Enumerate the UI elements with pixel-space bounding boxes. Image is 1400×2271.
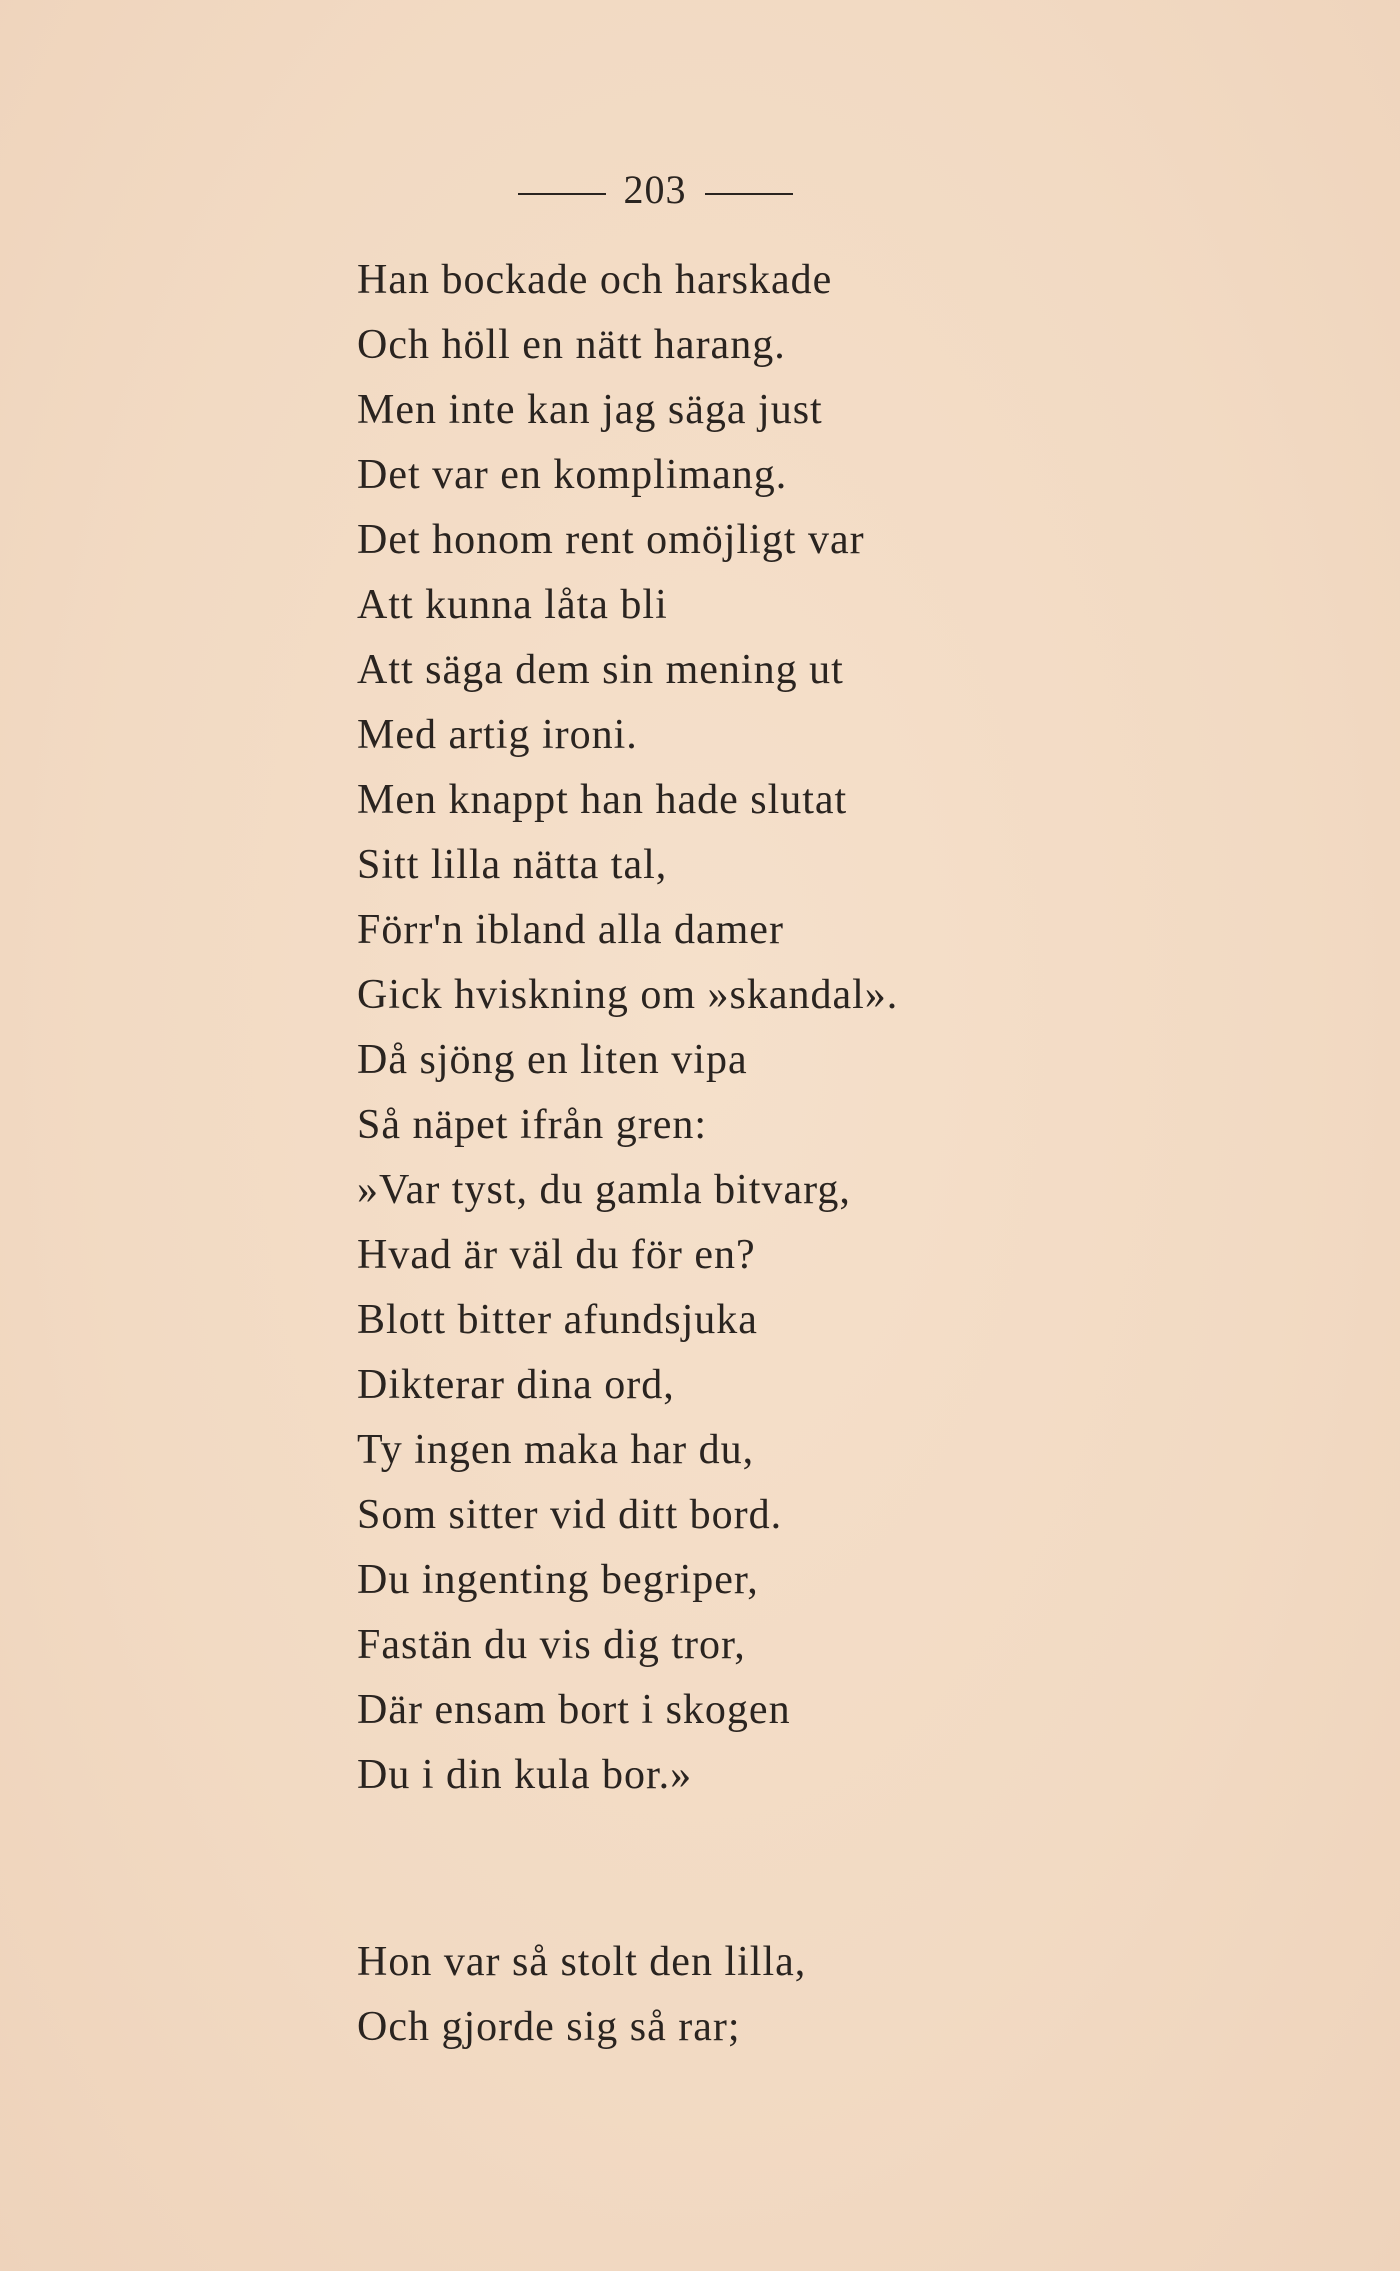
poem-line: Och gjorde sig så rar; bbox=[357, 2004, 741, 2050]
poem-line: Fastän du vis dig tror, bbox=[357, 1622, 746, 1668]
poem-line: Ty ingen maka har du, bbox=[357, 1427, 755, 1473]
page-number: 203 bbox=[623, 167, 687, 212]
poem-line: Du i din kula bor.» bbox=[357, 1752, 693, 1798]
poem-line: Att kunna låta bli bbox=[357, 582, 668, 628]
poem-line: Med artig ironi. bbox=[357, 712, 638, 758]
poem-line: Blott bitter afundsjuka bbox=[357, 1297, 758, 1343]
poem-line: Att säga dem sin mening ut bbox=[357, 647, 844, 693]
poem-line: Som sitter vid ditt bord. bbox=[357, 1492, 783, 1538]
poem-line: Han bockade och harskade bbox=[357, 257, 833, 303]
poem-line: Då sjöng en liten vipa bbox=[357, 1037, 748, 1083]
poem-line: Men knappt han hade slutat bbox=[357, 777, 848, 823]
poem-line: Och höll en nätt harang. bbox=[357, 322, 786, 368]
poem-line: Gick hviskning om »skandal». bbox=[357, 972, 899, 1018]
poem-stanza-1 bbox=[357, 248, 1057, 1808]
poem-line: Sitt lilla nätta tal, bbox=[357, 842, 668, 888]
poem-line: Men inte kan jag säga just bbox=[357, 387, 823, 433]
poem-line: Du ingenting begriper, bbox=[357, 1557, 759, 1603]
page-header bbox=[0, 166, 1310, 213]
poem-line: Där ensam bort i skogen bbox=[357, 1687, 791, 1733]
poem-stanza-2 bbox=[357, 1930, 1057, 2060]
poem-line: Hon var så stolt den lilla, bbox=[357, 1939, 807, 1985]
poem-line: Dikterar dina ord, bbox=[357, 1362, 675, 1408]
header-rule-left bbox=[518, 193, 606, 195]
poem-line: Det honom rent omöjligt var bbox=[357, 517, 865, 563]
poem-line: Det var en komplimang. bbox=[357, 452, 788, 498]
poem-line: »Var tyst, du gamla bitvarg, bbox=[357, 1167, 851, 1213]
poem-line: Förr'n ibland alla damer bbox=[357, 907, 784, 953]
poem-line: Hvad är väl du för en? bbox=[357, 1232, 756, 1278]
poem-line: Så näpet ifrån gren: bbox=[357, 1102, 708, 1148]
header-rule-right bbox=[705, 193, 793, 195]
